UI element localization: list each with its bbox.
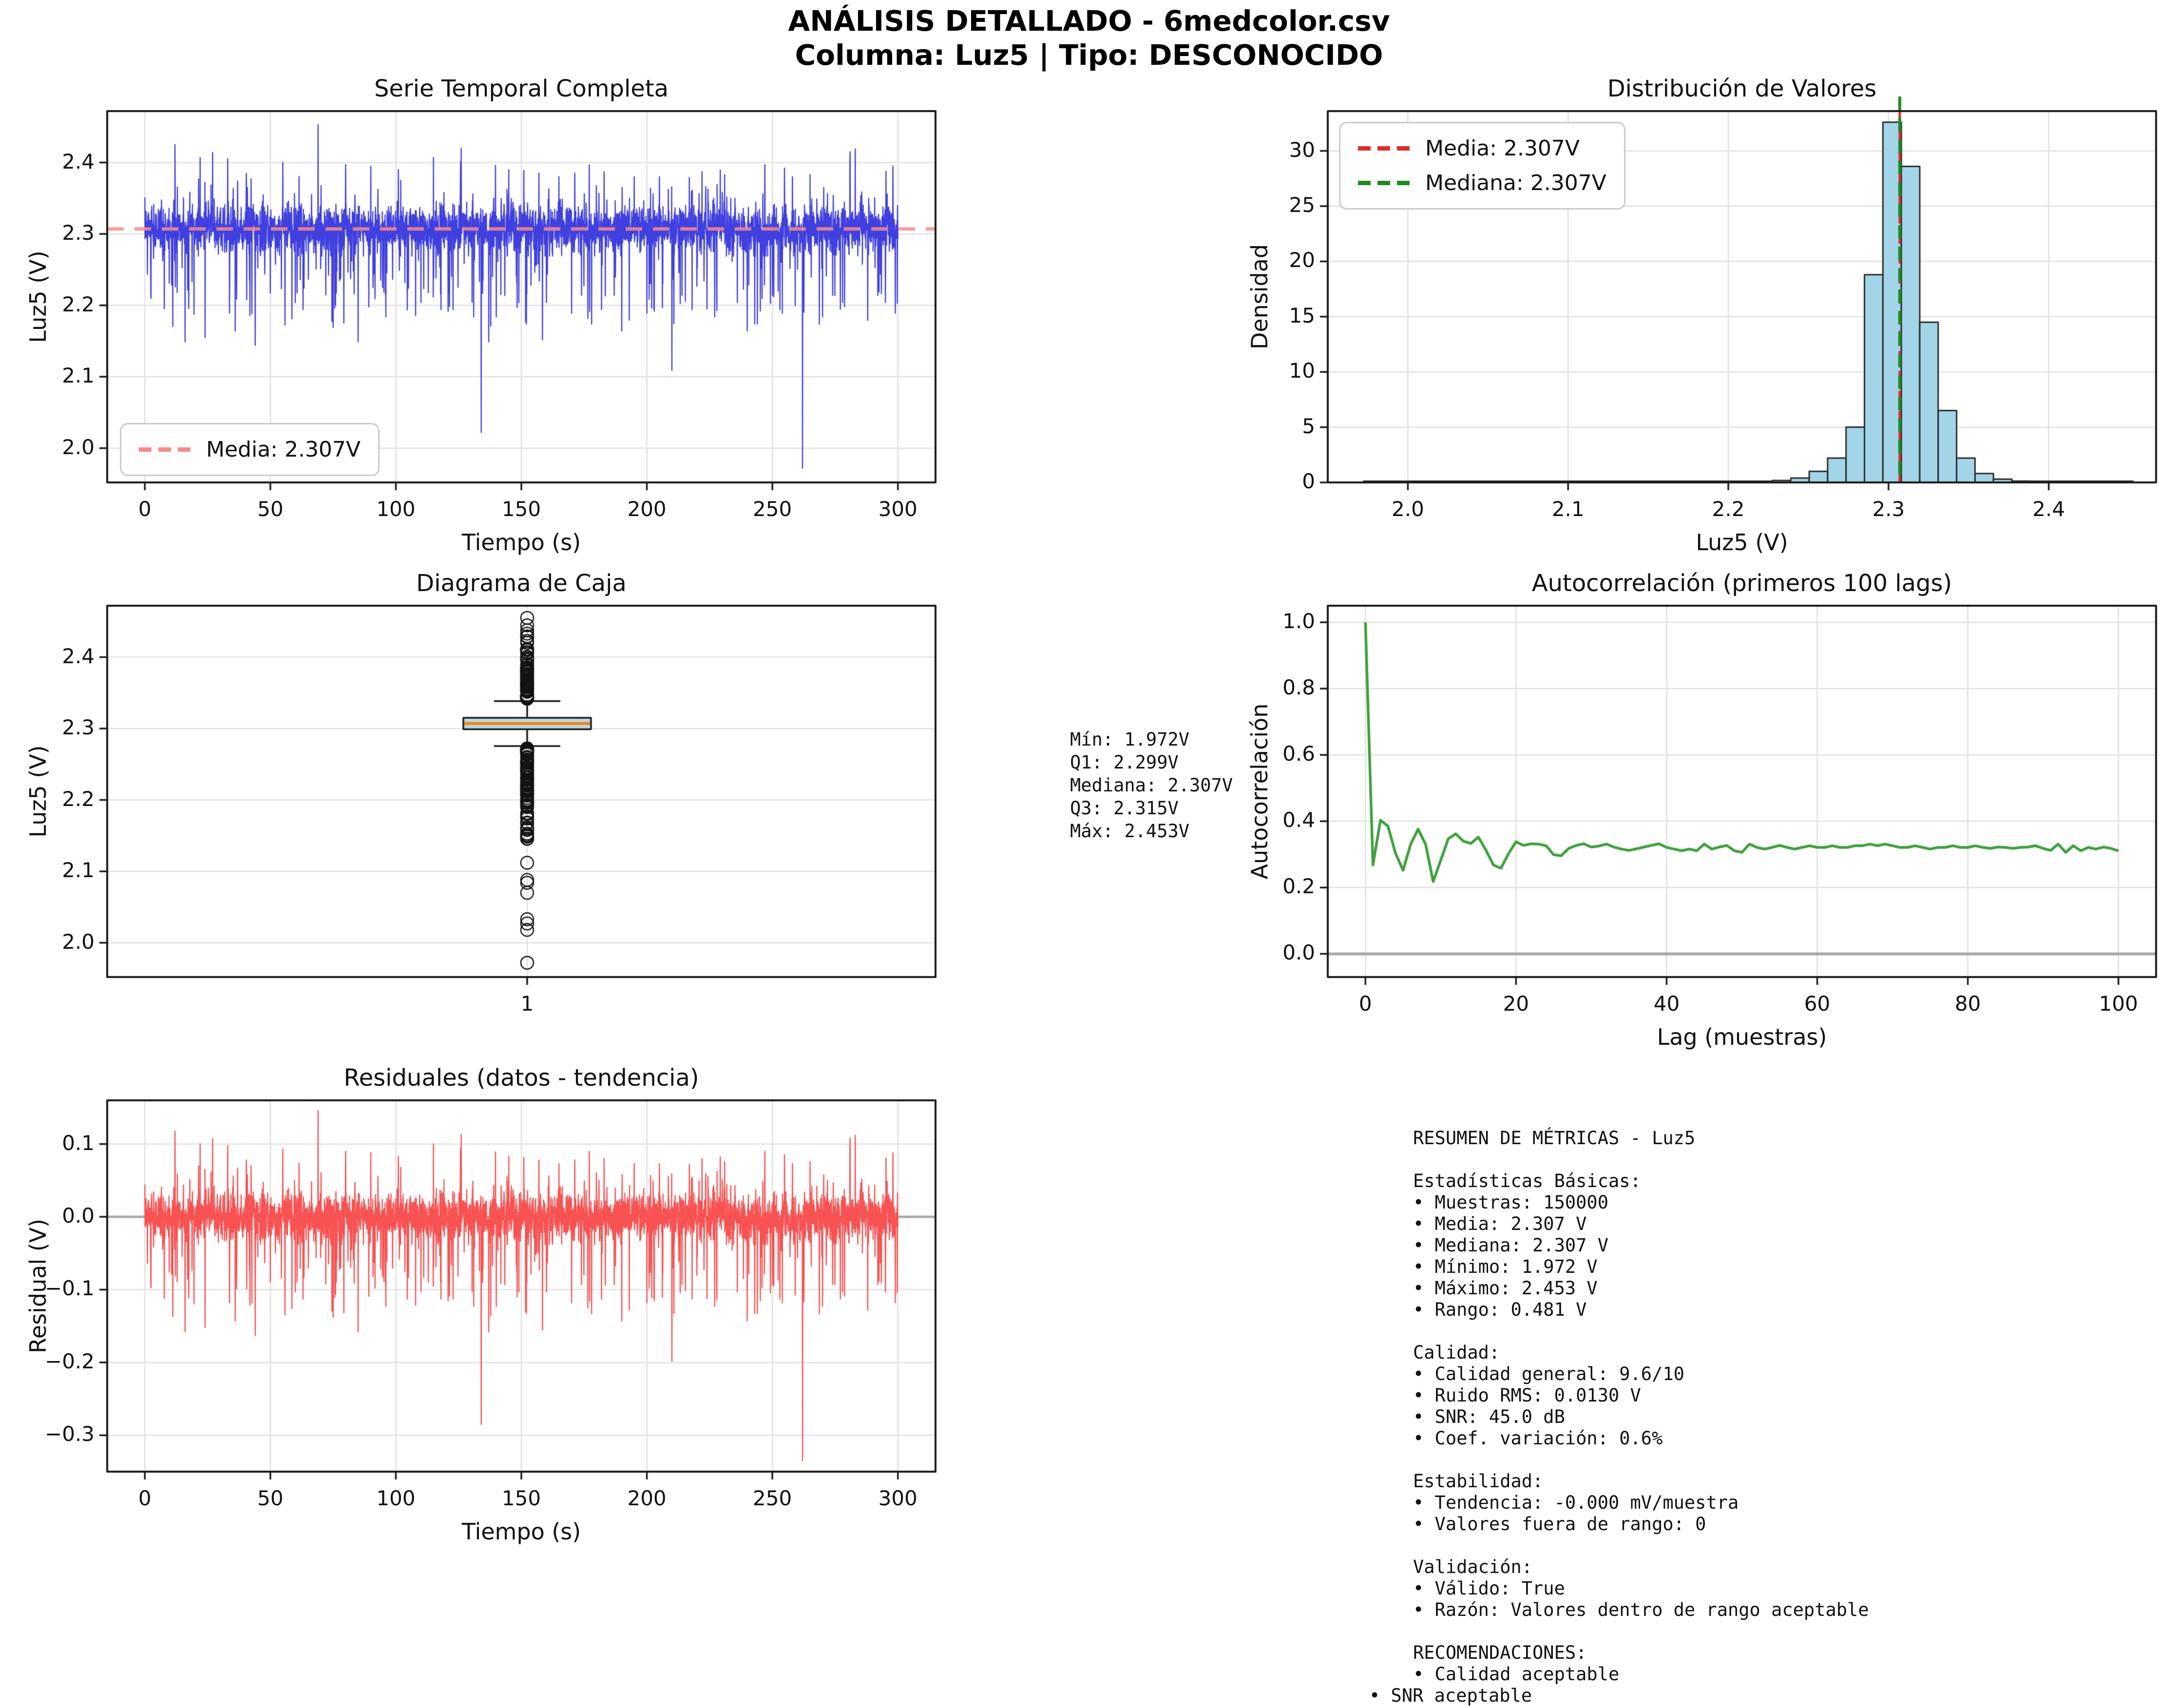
panel-title-caja: Diagrama de Caja (416, 570, 627, 597)
summary-line: • Calidad general: 9.6/10 (1413, 1363, 1684, 1384)
panel-title-hist: Distribución de Valores (1607, 75, 1877, 102)
summary-line: Estadísticas Básicas: (1413, 1171, 1641, 1191)
y-tick-label: 10 (1289, 359, 1315, 383)
figure-title (0, 4, 2178, 72)
x-tick-label: 200 (627, 497, 667, 521)
summary-line (1413, 1149, 1869, 1171)
boxplot-stats-annotation (1070, 728, 1233, 843)
summary-line: • Valores fuera de rango: 0 (1413, 1514, 1706, 1535)
metrics-summary (1369, 1128, 1869, 1707)
x-tick-label: 150 (501, 497, 541, 521)
x-tick-label: 60 (1804, 992, 1831, 1016)
summary-line: • Muestras: 150000 (1413, 1192, 1608, 1213)
box-stats-line: Mediana: 2.307V (1070, 775, 1233, 796)
y-tick-label: 2.1 (62, 364, 95, 388)
y-tick-label: 0.0 (62, 1204, 95, 1228)
y-tick-label: 2.3 (62, 221, 95, 245)
box-stats-line: Q1: 2.299V (1070, 752, 1179, 773)
y-tick-label: −0.2 (45, 1349, 95, 1373)
x-tick-label: 1 (520, 992, 534, 1016)
y-tick-label: 0.6 (1282, 742, 1315, 766)
xaxis-label-acf: Lag (muestras) (1657, 1024, 1827, 1050)
x-tick-label: 300 (878, 497, 917, 521)
figure-title-line2: Columna: Luz5 | Tipo: DESCONOCIDO (795, 38, 1383, 72)
x-tick-label: 2.3 (1872, 497, 1905, 521)
x-tick-label: 20 (1503, 992, 1529, 1016)
legend-row (1358, 171, 1606, 195)
summary-line: • Razón: Valores dentro de rango aceptable (1413, 1599, 1869, 1620)
summary-line: RECOMENDACIONES: (1413, 1642, 1587, 1663)
summary-line: • Ruido RMS: 0.0130 V (1413, 1385, 1641, 1406)
x-tick-label: 2.4 (2032, 497, 2065, 521)
summary-line: • Máximo: 2.453 V (1413, 1278, 1598, 1299)
x-tick-label: 2.0 (1392, 497, 1424, 521)
y-tick-label: 2.3 (62, 715, 95, 740)
summary-line: • Válido: True (1413, 1578, 1565, 1599)
x-tick-label: 100 (376, 1486, 416, 1510)
summary-line: Calidad: (1413, 1342, 1500, 1363)
summary-line: • Mínimo: 1.972 V (1413, 1256, 1598, 1277)
summary-line: Estabilidad: (1413, 1471, 1544, 1492)
x-tick-label: 0 (1358, 992, 1372, 1016)
y-tick-label: 30 (1289, 137, 1315, 162)
y-tick-label: 2.0 (62, 435, 95, 459)
summary-line: • Calidad aceptable (1413, 1664, 1620, 1685)
xaxis-label-hist: Luz5 (V) (1696, 529, 1788, 556)
x-tick-label: 50 (257, 497, 284, 521)
y-tick-label: −0.1 (45, 1276, 95, 1301)
y-tick-label: 2.4 (62, 644, 95, 668)
summary-line: • SNR aceptable (1369, 1685, 1532, 1706)
panel-title-serie: Serie Temporal Completa (374, 75, 669, 102)
x-tick-label: 100 (2099, 992, 2138, 1016)
yaxis-label-resid: Residual (V) (25, 1218, 51, 1354)
box-stats-line: Q3: 2.315V (1070, 798, 1179, 819)
legend-dash-sample-icon (139, 447, 191, 452)
summary-line (1413, 1321, 1869, 1342)
xaxis-label-resid: Tiempo (s) (461, 1518, 581, 1545)
y-tick-label: 25 (1289, 193, 1315, 217)
x-tick-label: 2.2 (1712, 497, 1745, 521)
y-tick-label: 0.1 (62, 1131, 95, 1155)
yaxis-label-serie: Luz5 (V) (25, 250, 51, 343)
summary-line (1413, 1535, 1869, 1556)
xaxis-label-serie: Tiempo (s) (461, 529, 581, 556)
y-tick-label: 5 (1302, 414, 1315, 438)
summary-line: • Rango: 0.481 V (1413, 1299, 1587, 1320)
summary-line: • Coef. variación: 0.6% (1413, 1428, 1663, 1449)
x-tick-label: 2.1 (1551, 497, 1585, 521)
legend-row (139, 437, 361, 462)
summary-line (1413, 1621, 1869, 1642)
y-tick-label: 2.2 (62, 292, 95, 316)
yaxis-label-hist: Densidad (1246, 244, 1273, 350)
figure-title-line1: ANÁLISIS DETALLADO - 6medcolor.csv (788, 4, 1390, 38)
y-tick-label: 0.0 (1282, 940, 1315, 965)
legend-label: Media: 2.307V (1425, 136, 1580, 161)
x-tick-label: 150 (501, 1486, 541, 1510)
summary-line: • SNR: 45.0 dB (1413, 1406, 1565, 1427)
summary-line: RESUMEN DE MÉTRICAS - Luz5 (1413, 1128, 1696, 1149)
legend-dash-sample-icon (1358, 181, 1410, 185)
y-tick-label: 1.0 (1282, 609, 1315, 633)
summary-line: • Mediana: 2.307 V (1413, 1235, 1608, 1256)
x-tick-label: 0 (138, 1486, 152, 1510)
x-tick-label: 80 (1954, 992, 1981, 1016)
box-stats-line: Mín: 1.972V (1070, 729, 1190, 750)
y-tick-label: 0 (1302, 469, 1315, 493)
y-tick-label: 0.8 (1282, 675, 1315, 700)
x-tick-label: 0 (138, 497, 152, 521)
yaxis-label-caja: Luz5 (V) (25, 745, 51, 838)
x-tick-label: 300 (878, 1486, 917, 1510)
legend-label: Media: 2.307V (206, 437, 361, 462)
summary-line (1413, 1449, 1869, 1471)
y-tick-label: 20 (1289, 248, 1315, 272)
legend-serie (120, 423, 380, 476)
box-stats-line: Máx: 2.453V (1070, 821, 1190, 842)
x-tick-label: 200 (627, 1486, 667, 1510)
summary-line: • Tendencia: -0.000 mV/muestra (1413, 1492, 1739, 1513)
y-tick-label: 2.2 (62, 787, 95, 811)
y-tick-label: 2.0 (62, 929, 95, 954)
legend-hist (1339, 122, 1625, 210)
y-tick-label: 2.4 (62, 149, 95, 173)
legend-row (1358, 136, 1606, 161)
y-tick-label: 2.1 (62, 858, 95, 883)
x-tick-label: 250 (753, 497, 792, 521)
panel-title-resid: Residuales (datos - tendencia) (344, 1064, 699, 1092)
x-tick-label: 100 (376, 497, 416, 521)
summary-line: • Media: 2.307 V (1413, 1213, 1587, 1234)
summary-line: Validación: (1413, 1556, 1533, 1577)
x-tick-label: 40 (1653, 992, 1680, 1016)
legend-label: Mediana: 2.307V (1425, 171, 1606, 195)
y-tick-label: 0.4 (1282, 808, 1315, 832)
y-tick-label: −0.3 (45, 1422, 95, 1446)
x-tick-label: 50 (257, 1486, 284, 1510)
y-tick-label: 15 (1289, 303, 1315, 327)
x-tick-label: 250 (753, 1486, 792, 1510)
y-tick-label: 0.2 (1282, 874, 1315, 899)
legend-dash-sample-icon (1358, 146, 1410, 151)
panel-title-acf: Autocorrelación (primeros 100 lags) (1531, 570, 1952, 597)
yaxis-label-acf: Autocorrelación (1246, 703, 1273, 880)
